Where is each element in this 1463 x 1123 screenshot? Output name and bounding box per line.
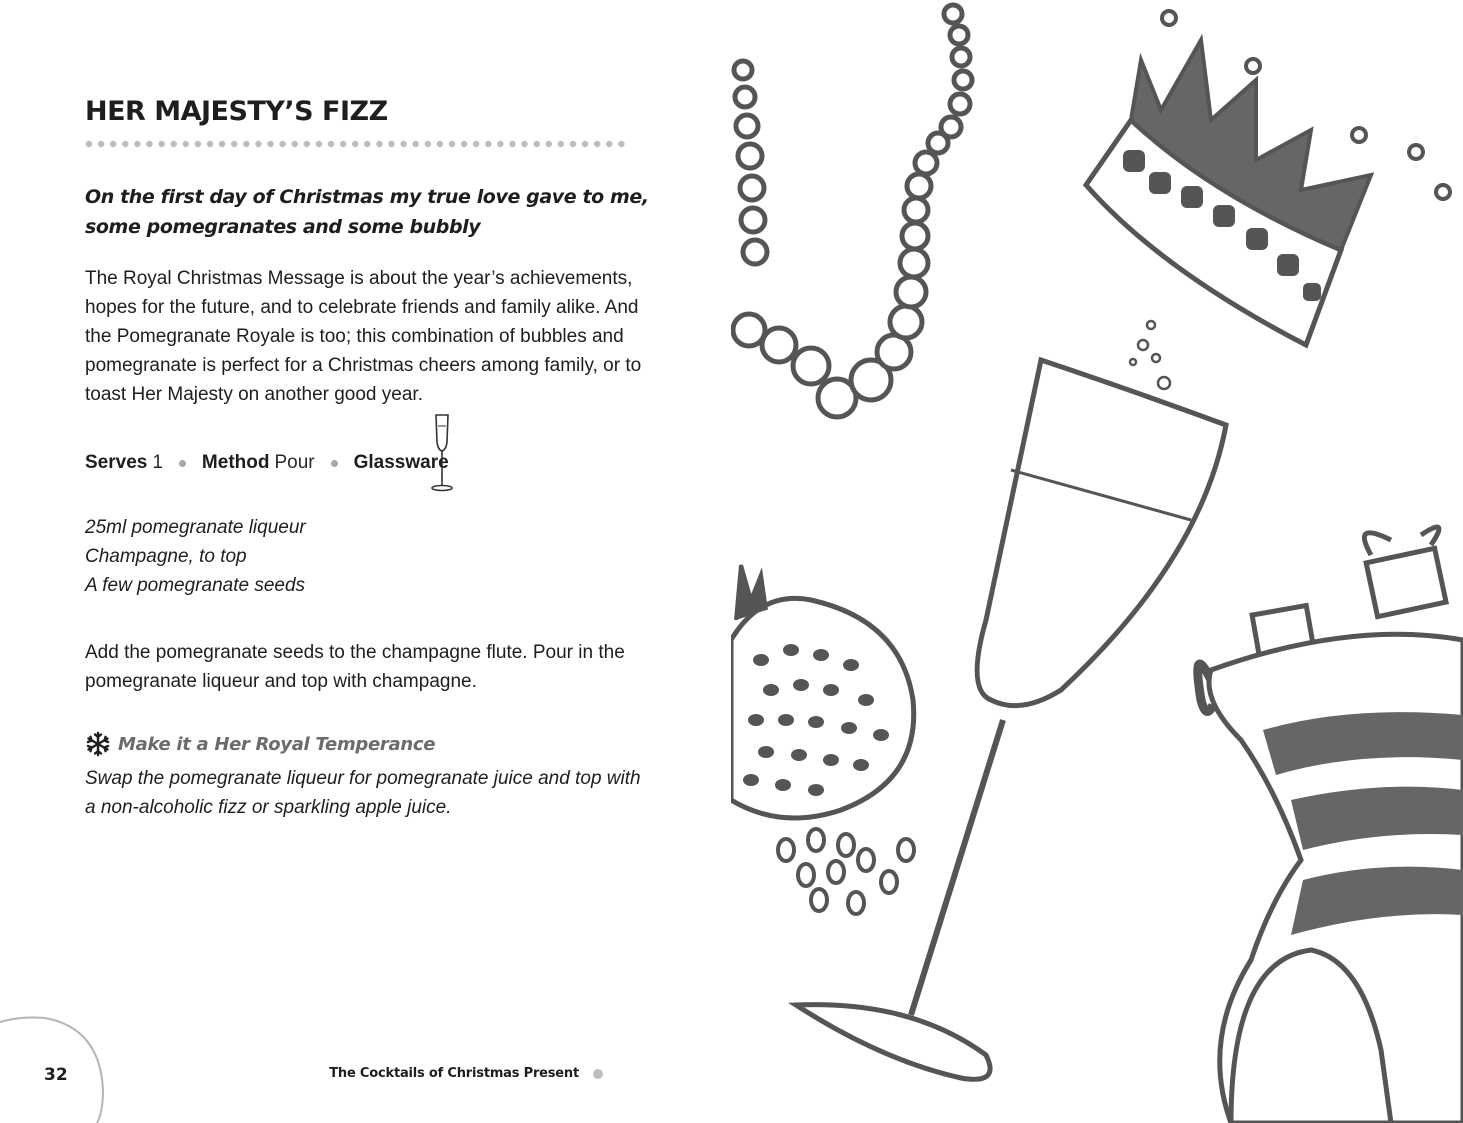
divider-dot — [86, 141, 92, 147]
illustration — [731, 0, 1463, 1123]
page-corner-arc — [0, 1000, 120, 1123]
variation-text: Swap the pomegranate liqueur for pomegranate juice and top with a non-alcoholic fizz or sparkling apple juice. — [85, 768, 641, 818]
divider-dot — [146, 141, 152, 147]
divider-dot — [497, 141, 503, 147]
page-number: 32 — [44, 1065, 68, 1085]
divider-dot — [376, 141, 382, 147]
divider-dot — [521, 141, 527, 147]
method-value: Pour — [274, 452, 315, 473]
divider-dot — [110, 141, 116, 147]
meta-bullet — [331, 460, 338, 467]
divider-dot — [606, 141, 612, 147]
pomegranate-seeds-illustration — [778, 829, 914, 914]
ingredient-item: 25ml pomegranate liqueur — [85, 517, 306, 538]
divider-dot — [171, 141, 177, 147]
method-label: Method — [201, 452, 270, 473]
divider-dot — [485, 141, 491, 147]
pearl-necklace-illustration — [733, 5, 972, 417]
method-text: Add the pomegranate seeds to the champagne flute. Pour in the pomegranate liqueur and top with champagne. — [85, 642, 625, 692]
left-page — [0, 0, 731, 1123]
divider-dot — [279, 141, 285, 147]
divider-dot — [267, 141, 273, 147]
illustration-page — [731, 0, 1463, 1123]
christmas-stocking-illustration — [1198, 527, 1463, 1123]
footer-dot — [593, 1069, 603, 1079]
divider-dot — [413, 141, 419, 147]
divider-dot — [570, 141, 576, 147]
divider-dot — [461, 141, 467, 147]
divider-dot — [328, 141, 334, 147]
divider-dot — [388, 141, 394, 147]
divider-dot — [352, 141, 358, 147]
champagne-flute-icon — [427, 412, 457, 494]
variation-title: Make it a Her Royal Temperance — [118, 733, 436, 755]
serves-label: Serves — [85, 452, 148, 473]
ingredient-item: Champagne, to top — [85, 546, 247, 567]
ingredient-item: A few pomegranate seeds — [85, 575, 306, 596]
divider-dot — [618, 141, 624, 147]
divider-dot — [207, 141, 213, 147]
chapter-footer — [329, 1066, 603, 1081]
divider-dot — [534, 141, 540, 147]
pomegranate-illustration — [731, 565, 914, 818]
variation-heading — [85, 730, 435, 758]
bubbles-illustration — [1130, 321, 1170, 389]
divider-dot — [183, 141, 189, 147]
divider-dot — [425, 141, 431, 147]
divider-dot — [231, 141, 237, 147]
divider-dot — [400, 141, 406, 147]
divider-dot — [437, 141, 443, 147]
divider-dot — [158, 141, 164, 147]
divider-dot — [509, 141, 515, 147]
divider-dot — [219, 141, 225, 147]
divider-dot — [134, 141, 140, 147]
recipe-intro: On the first day of Christmas my true love gave to me, some pomegranates and some bubbly — [85, 186, 649, 238]
glassware-label: Glassware — [353, 452, 449, 473]
snowflake-icon — [85, 731, 111, 757]
divider-dot — [473, 141, 479, 147]
divider-dot — [292, 141, 298, 147]
serves-value: 1 — [152, 452, 163, 473]
dotted-divider — [85, 139, 630, 149]
recipe-title: HER MAJESTY’S FIZZ — [85, 96, 388, 127]
divider-dot — [340, 141, 346, 147]
divider-dot — [546, 141, 552, 147]
divider-dot — [195, 141, 201, 147]
meta-bullet — [179, 460, 186, 467]
divider-dot — [304, 141, 310, 147]
chapter-title: The Cocktails of Christmas Present — [329, 1066, 579, 1081]
divider-dot — [243, 141, 249, 147]
divider-dot — [594, 141, 600, 147]
divider-dot — [582, 141, 588, 147]
divider-dot — [558, 141, 564, 147]
ingredients-list — [85, 513, 306, 600]
divider-dot — [449, 141, 455, 147]
crown-illustration — [1086, 11, 1450, 345]
divider-dot — [98, 141, 104, 147]
recipe-meta — [85, 448, 449, 478]
divider-dot — [255, 141, 261, 147]
divider-dot — [364, 141, 370, 147]
divider-dot — [122, 141, 128, 147]
divider-dot — [316, 141, 322, 147]
recipe-description: The Royal Christmas Message is about the year’s achievements, hopes for the future, and to celebrate friends and family alike. And the Pomegranate Royale is too; this combination of bubbles and pomegranate is perfect for a Christmas cheers among family, or to toast Her Majesty on another good year. — [85, 268, 642, 405]
